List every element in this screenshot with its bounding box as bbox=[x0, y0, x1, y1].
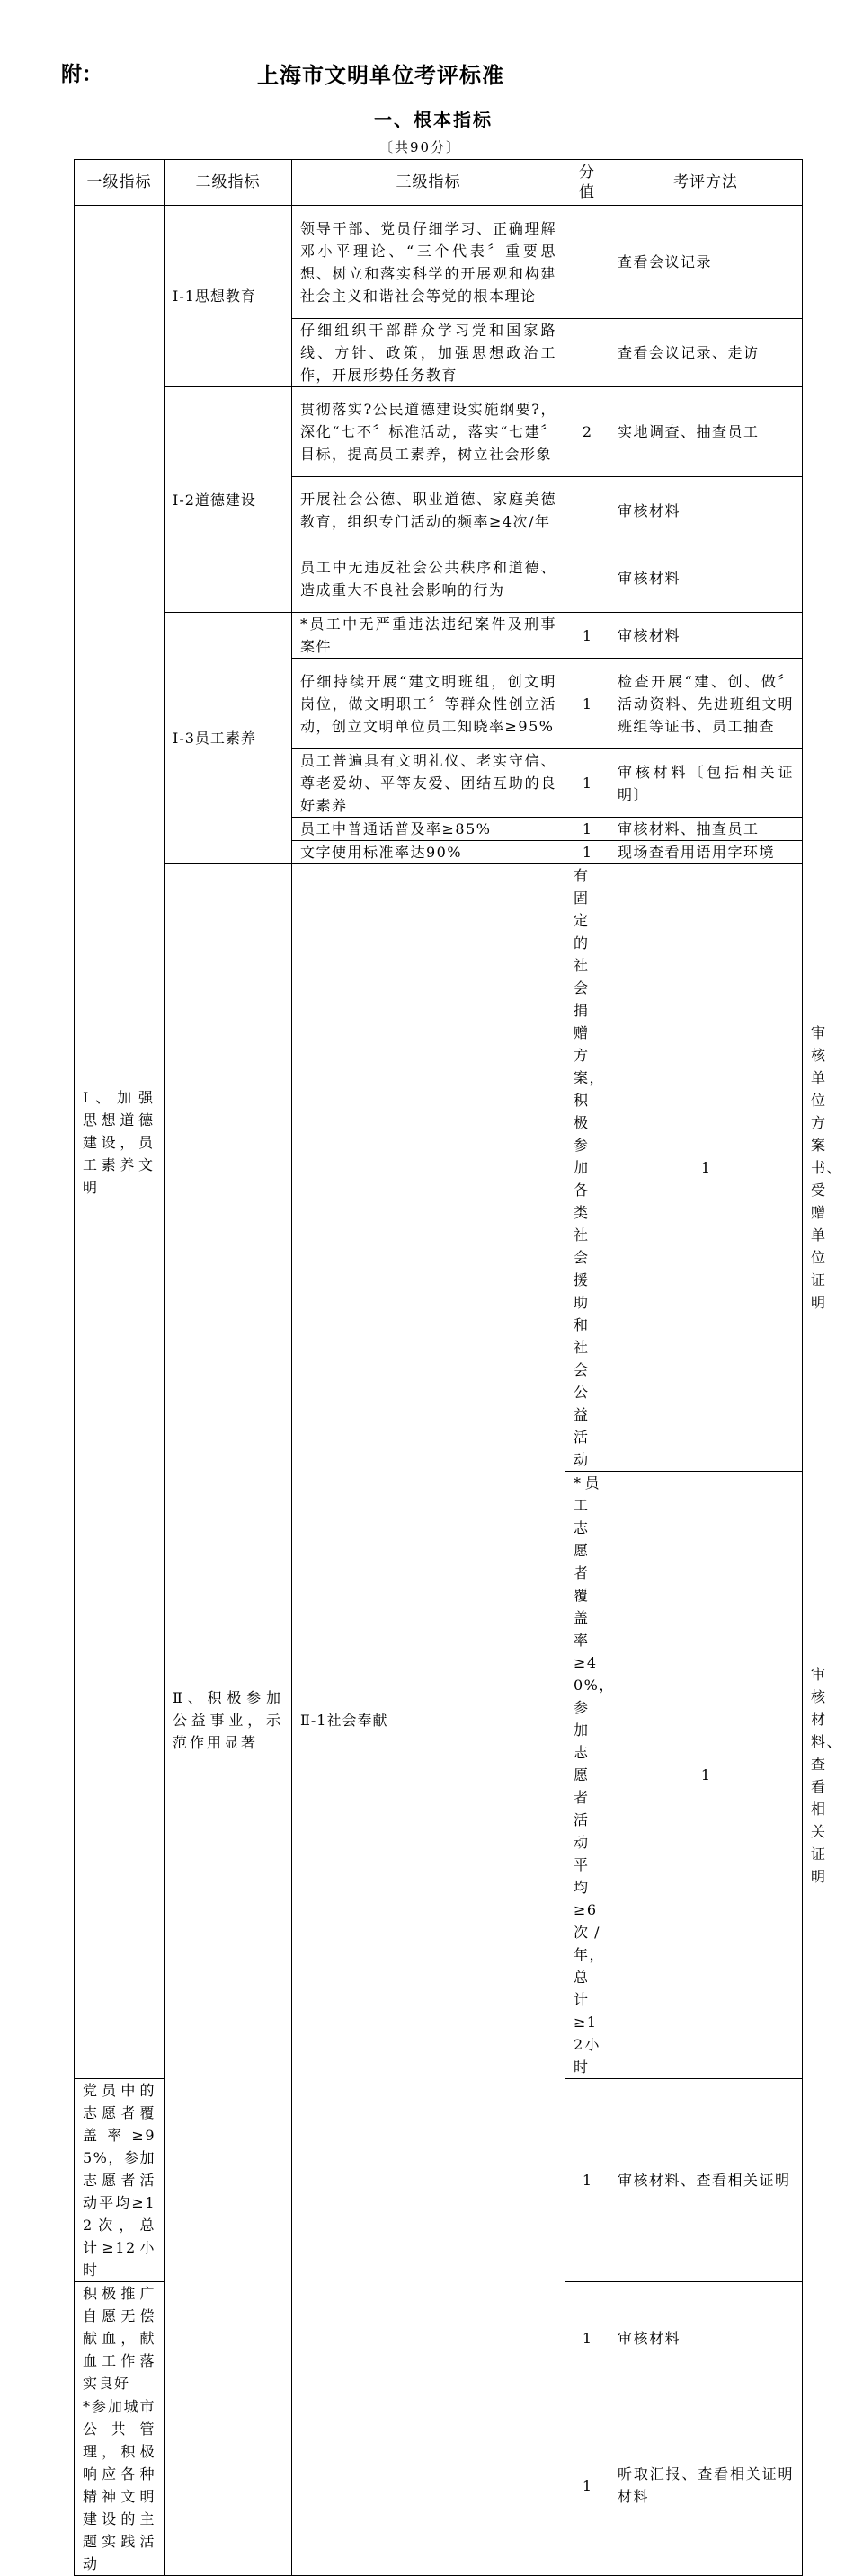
score-cell: 1 bbox=[565, 2079, 609, 2282]
header-level1: 一级指标 bbox=[75, 160, 165, 206]
level3-cell: 仔细组织干部群众学习党和国家路线、方针、政策，加强思想政治工作，开展形势任务教育 bbox=[292, 319, 565, 387]
document-title: 上海市文明单位考评标准 bbox=[257, 63, 504, 88]
total-score: 〔共90分〕 bbox=[379, 139, 462, 155]
level3-cell: 仔细持续开展“建文明班组，创文明岗位，做文明职工〞等群众性创立活动，创立文明单位员工知晓率≥95% bbox=[292, 659, 565, 749]
score-cell bbox=[565, 477, 609, 544]
method-cell: 审核材料 bbox=[609, 613, 803, 659]
level3-cell: 文字使用标准率达90% bbox=[292, 841, 565, 864]
table-row bbox=[75, 387, 803, 477]
score-cell: 1 bbox=[609, 1472, 803, 2079]
document-prefix: 附： bbox=[61, 63, 102, 86]
method-cell: 审核材料 bbox=[609, 2282, 803, 2395]
level2-cell: Ⅰ-2道德建设 bbox=[165, 387, 292, 613]
section-title: 一、根本指标 bbox=[374, 109, 493, 130]
score-cell: 2 bbox=[565, 387, 609, 477]
method-cell: 现场查看用语用字环境 bbox=[609, 841, 803, 864]
table-row bbox=[75, 206, 803, 319]
method-cell: 查看会议记录 bbox=[609, 206, 803, 319]
level3-cell: 积极推广自愿无偿献血，献血工作落实良好 bbox=[75, 2282, 165, 2395]
table-row: Ⅱ、积极参加公益事业，示范作用显著 Ⅱ-1社会奉献 有固定的社会捐赠方案，积极参加各类社会援助和社会公益活动 1 审核单位方案书、受赠单位证明 bbox=[75, 864, 803, 1472]
criteria-table bbox=[74, 159, 843, 2576]
method-cell: 审核材料、抽查员工 bbox=[609, 818, 803, 841]
header-method: 考评方法 bbox=[609, 160, 803, 206]
table-row bbox=[75, 613, 803, 659]
table-row: *员工志愿者覆盖率≥40%，参加志愿者活动平均≥6次/年，总计≥12小时 1 审核材料、查看相关证明 bbox=[75, 1472, 803, 2079]
level3-cell: *员工中无严重违法违纪案件及刑事案件 bbox=[292, 613, 565, 659]
header-level3: 三级指标 bbox=[292, 160, 565, 206]
level1-cell: Ⅱ、积极参加公益事业，示范作用显著 bbox=[165, 864, 292, 2576]
level2-cell: Ⅱ-1社会奉献 bbox=[292, 864, 565, 2576]
score-cell bbox=[565, 544, 609, 613]
level1-cell: Ⅰ、加强思想道德建设，员工素养文明 bbox=[75, 206, 165, 2079]
method-cell: 审核材料、查看相关证明 bbox=[609, 2079, 803, 2282]
header-score: 分值 bbox=[565, 160, 609, 206]
score-cell bbox=[565, 206, 609, 319]
method-cell: 查看会议记录、走访 bbox=[609, 319, 803, 387]
method-cell: 实地调查、抽查员工 bbox=[609, 387, 803, 477]
level3-cell: 贯彻落实?公民道德建设实施纲要?，深化“七不〞标准活动，落实“七建〞目标，提高员工素养，树立社会形象 bbox=[292, 387, 565, 477]
level3-cell: 员工普遍具有文明礼仪、老实守信、尊老爱幼、平等友爱、团结互助的良好素养 bbox=[292, 749, 565, 818]
score-cell: 1 bbox=[565, 749, 609, 818]
score-cell bbox=[565, 319, 609, 387]
level2-cell: Ⅰ-1思想教育 bbox=[165, 206, 292, 387]
level3-cell: 员工中普通话普及率≥85% bbox=[292, 818, 565, 841]
score-cell: 1 bbox=[565, 659, 609, 749]
method-cell: 检查开展“建、创、做〞活动资料、先进班组文明班组等证书、员工抽查 bbox=[609, 659, 803, 749]
header-level2: 二级指标 bbox=[165, 160, 292, 206]
level3-cell: 开展社会公德、职业道德、家庭美德教育，组织专门活动的频率≥4次/年 bbox=[292, 477, 565, 544]
method-cell: 审核材料〔包括相关证明〕 bbox=[609, 749, 803, 818]
score-cell: 1 bbox=[565, 2395, 609, 2576]
method-cell: 审核材料 bbox=[609, 477, 803, 544]
level2-cell: Ⅰ-3员工素养 bbox=[165, 613, 292, 864]
level3-cell: *员工志愿者覆盖率≥40%，参加志愿者活动平均≥6次/年，总计≥12小时 bbox=[565, 1472, 609, 2079]
score-cell: 1 bbox=[565, 2282, 609, 2395]
score-cell: 1 bbox=[565, 613, 609, 659]
method-cell: 审核材料 bbox=[609, 544, 803, 613]
level3-cell: 有固定的社会捐赠方案，积极参加各类社会援助和社会公益活动 bbox=[565, 864, 609, 1472]
level3-cell: 员工中无违反社会公共秩序和道德、造成重大不良社会影响的行为 bbox=[292, 544, 565, 613]
score-cell: 1 bbox=[565, 818, 609, 841]
table-header-row bbox=[75, 160, 803, 206]
level3-cell: *参加城市公共管理，积极响应各种精神文明建设的主题实践活动 bbox=[75, 2395, 165, 2576]
score-cell: 1 bbox=[565, 841, 609, 864]
level3-cell: 领导干部、党员仔细学习、正确理解邓小平理论、“三个代表〞重要思想、树立和落实科学的开展观和构建社会主义和谐社会等党的根本理论 bbox=[292, 206, 565, 319]
score-cell: 1 bbox=[609, 864, 803, 1472]
method-cell: 听取汇报、查看相关证明材料 bbox=[609, 2395, 803, 2576]
level3-cell: 党员中的志愿者覆盖率≥95%，参加志愿者活动平均≥12次，总计≥12小时 bbox=[75, 2079, 165, 2282]
